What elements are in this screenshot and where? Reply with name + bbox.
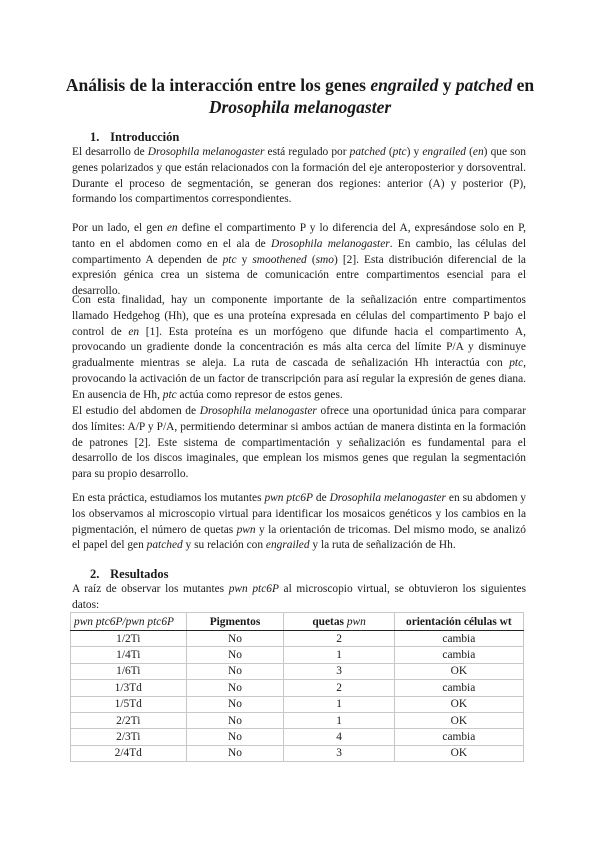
cell-quetas: 4 xyxy=(284,729,394,745)
cell-pigmentos: No xyxy=(186,663,284,679)
cell-pigmentos: No xyxy=(186,745,284,761)
paragraph-intro-5: En esta práctica, estudiamos los mutantes pwn ptc6P de Drosophila melanogaster en su abdomen y los observamos al microscopio virtual para identificar los mosaicos genéticos y los cambios en la pigmentación, el número de quetas pwn y la orientación de tricomas. Del mismo modo, se analizó el papel del gen patched y su relación con engrailed y la ruta de señalización de Hh. xyxy=(72,492,527,552)
cell-quetas: 2 xyxy=(284,680,394,696)
cell-pigmentos: No xyxy=(186,680,284,696)
cell-pigmentos: No xyxy=(186,729,284,745)
cell-genotype: 2/4Td xyxy=(71,745,187,761)
cell-genotype: 1/4Ti xyxy=(71,647,187,663)
cell-genotype: 1/6Ti xyxy=(71,663,187,679)
cell-orientacion: cambia xyxy=(394,729,523,745)
document-title: Análisis de la interacción entre los genes engrailed y patched en Drosophila melanogaster xyxy=(65,75,535,117)
cell-genotype: 2/3Ti xyxy=(71,729,187,745)
col-header-genotype: pwn ptc6P/pwn ptc6P xyxy=(71,613,187,631)
cell-orientacion: cambia xyxy=(394,647,523,663)
cell-quetas: 1 xyxy=(284,712,394,728)
paragraph-intro-2: Por un lado, el gen en define el compartimento P y lo diferencia del A, expresándose solo en P, tanto en el abdomen como en el ala de Drosophila melanogaster. En cambio, las células del compartimento A dependen de ptc y smoothened (smo) [2]. Esta distribución diferencial de la expresión génica crea un sistema de comunicación entre compartimentos esencial para el desarrollo. xyxy=(72,222,527,298)
section-heading-resultados: 2. Resultados xyxy=(90,567,169,581)
cell-quetas: 3 xyxy=(284,745,394,761)
table-row xyxy=(71,712,524,728)
cell-pigmentos: No xyxy=(186,696,284,712)
table-row xyxy=(71,631,524,647)
cell-genotype: 1/3Td xyxy=(71,680,187,696)
table-row xyxy=(71,729,524,745)
cell-pigmentos: No xyxy=(186,631,284,647)
cell-orientacion: OK xyxy=(394,712,523,728)
results-table xyxy=(70,612,524,762)
cell-orientacion: OK xyxy=(394,696,523,712)
cell-orientacion: cambia xyxy=(394,680,523,696)
table-row xyxy=(71,663,524,679)
cell-genotype: 1/5Td xyxy=(71,696,187,712)
cell-orientacion: OK xyxy=(394,745,523,761)
cell-genotype: 1/2Ti xyxy=(71,631,187,647)
cell-orientacion: OK xyxy=(394,663,523,679)
paragraph-intro-4: El estudio del abdomen de Drosophila melanogaster ofrece una oportunidad única para comparar dos límites: A/P y P/A, permitiendo determinar si ambos actúan de manera distinta en la formación de patrones [2]. Este sistema de compartimentación y señalización es fundamental para el desarrollo de los discos imaginales, que emplean los mismos genes que regulan la segmentación para su propio desarrollo. xyxy=(72,405,526,481)
table-row xyxy=(71,745,524,761)
table-row xyxy=(71,680,524,696)
table-header-row xyxy=(71,613,524,631)
cell-orientacion: cambia xyxy=(394,631,523,647)
cell-genotype: 2/2Ti xyxy=(71,712,187,728)
col-header-orientacion: orientación células wt xyxy=(394,613,523,631)
cell-quetas: 1 xyxy=(284,696,394,712)
col-header-quetas: quetas pwn xyxy=(284,613,394,631)
table-row xyxy=(71,696,524,712)
col-header-pigmentos: Pigmentos xyxy=(186,613,284,631)
cell-pigmentos: No xyxy=(186,712,284,728)
cell-quetas: 2 xyxy=(284,631,394,647)
paragraph-intro-3: Con esta finalidad, hay un componente importante de la señalización entre compartimentos llamado Hedgehog (Hh), que es una proteína expresada en células del compartimento P bajo el control de en [1]. Esta proteína es un morfógeno que difunde hacia el compartimento A, provocando un gradiente donde la concentración es más alta cerca del límite P/A y disminuye gradualmente mientras se aleja. La ruta de cascada de señalización Hh interactúa con ptc, provocando la activación de un factor de transcripción para así regular la expresión de genes diana. En ausencia de Hh, ptc actúa como represor de estos genes. xyxy=(72,294,526,401)
table-row xyxy=(71,647,524,663)
cell-quetas: 3 xyxy=(284,663,394,679)
cell-pigmentos: No xyxy=(186,647,284,663)
paragraph-intro-1: El desarrollo de Drosophila melanogaster está regulado por patched (ptc) y engrailed (en) que son genes polarizados y que están relacionados con la formación del eje anteroposterior y dorsoventral. Durante el proceso de segmentación, se generan dos regiones: anterior (A) y posterior (P), formando los compartimentos correspondientes. xyxy=(72,146,526,206)
section-heading-introduccion: 1. Introducción xyxy=(90,130,180,144)
paragraph-results-intro: A raíz de observar los mutantes pwn ptc6P al microscopio virtual, se obtuvieron los siguientes datos: xyxy=(72,583,526,611)
cell-quetas: 1 xyxy=(284,647,394,663)
